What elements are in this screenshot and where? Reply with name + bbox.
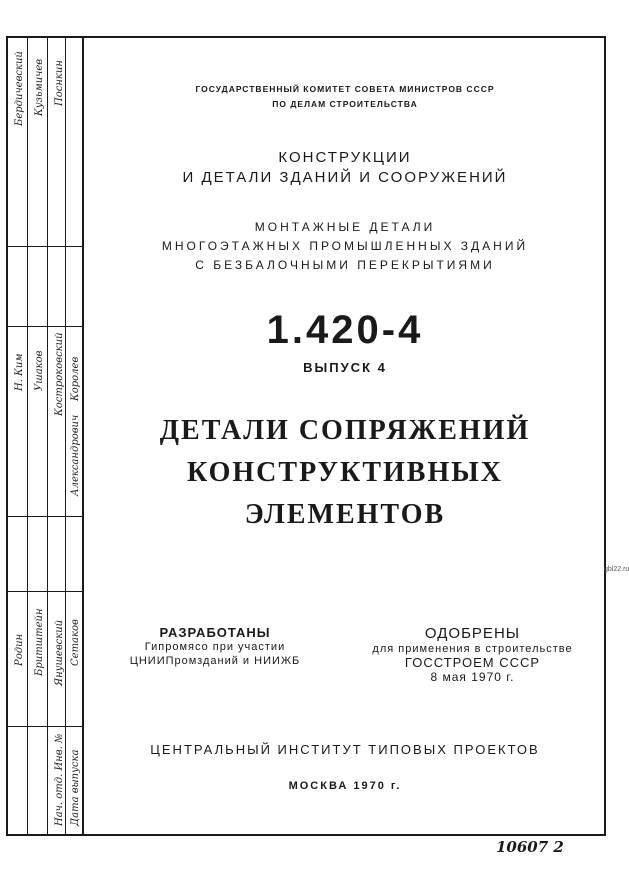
stamp-label: Нач. отд. Инв. № (54, 733, 65, 826)
issue-number: ВЫПУСК 4 (303, 360, 387, 375)
stamp-signature: Янушевский (54, 619, 65, 686)
subtitle-line: МОНТАЖНЫЕ ДЕТАЛИ (254, 220, 436, 234)
developed-block (90, 625, 340, 668)
developed-line: Гипромясо при участии (144, 641, 286, 653)
stamp-signature: Александрович (70, 414, 81, 496)
stamp-signature: Поснкин (54, 60, 65, 106)
series-line: И ДЕТАЛИ ЗДАНИЙ И СООРУЖЕНИЙ (182, 169, 508, 186)
stamp-signature: Бердичевский (14, 51, 25, 126)
stamp-signature: Ушаков (34, 350, 45, 391)
stamp-column (28, 36, 48, 836)
stamp-divider (8, 516, 82, 517)
title-line: КОНСТРУКТИВНЫХ ЭЛЕМЕНТОВ (187, 457, 503, 530)
approved-line: для применения в строительстве (372, 643, 573, 655)
subtitle-line: С БЕЗБАЛОЧНЫМИ ПЕРЕКРЫТИЯМИ (195, 258, 495, 272)
document-code: 1.420-4 (266, 308, 424, 352)
institute-name: ЦЕНТРАЛЬНЫЙ ИНСТИТУТ ТИПОВЫХ ПРОЕКТОВ (150, 742, 540, 757)
stamp-column (8, 36, 28, 836)
stamp-signature: Королев (70, 356, 81, 401)
title-line: ДЕТАЛИ СОПРЯЖЕНИЙ (159, 415, 531, 446)
stamp-signature: Кузьмичев (34, 58, 45, 116)
stamp-signature: Бритштейн (34, 608, 45, 676)
stamp-divider (8, 591, 82, 592)
stamp-signature: Костроковский (54, 332, 65, 416)
stamp-label: Дата выпуска (70, 749, 81, 826)
stamp-signature: Родин (14, 633, 25, 666)
subtitle-line: МНОГОЭТАЖНЫХ ПРОМЫШЛЕННЫХ ЗДАНИЙ (161, 239, 529, 253)
watermark-text: gbl22.ru (604, 566, 629, 573)
subtitle (84, 218, 606, 275)
developed-heading: РАЗРАБОТАНЫ (159, 625, 271, 640)
approval-stamp-strip (6, 36, 84, 836)
stamp-column (48, 36, 66, 836)
approval-date: 8 мая 1970 г. (430, 670, 515, 684)
committee-line: ПО ДЕЛАМ СТРОИТЕЛЬСТВА (272, 99, 418, 109)
city-year: МОСКВА 1970 г. (288, 780, 402, 792)
stamp-signature: Н. Ким (14, 353, 25, 391)
sheet-number: 10607 2 (496, 838, 564, 856)
series-line: КОНСТРУКЦИИ (278, 149, 412, 166)
stamp-divider (8, 246, 82, 247)
approved-line: ГОССТРОЕМ СССР (404, 655, 541, 670)
series-title (84, 148, 606, 188)
document-title (84, 410, 606, 536)
committee-line: ГОСУДАРСТВЕННЫЙ КОМИТЕТ СОВЕТА МИНИСТРОВ СССР (195, 84, 495, 94)
approved-block (345, 625, 600, 684)
approved-heading: ОДОБРЕНЫ (424, 625, 521, 642)
developed-line: ЦНИИПромзданий и НИИЖБ (129, 655, 301, 667)
stamp-divider (8, 726, 82, 727)
stamp-divider (8, 326, 82, 327)
stamp-signature: Сетаков (70, 619, 81, 666)
